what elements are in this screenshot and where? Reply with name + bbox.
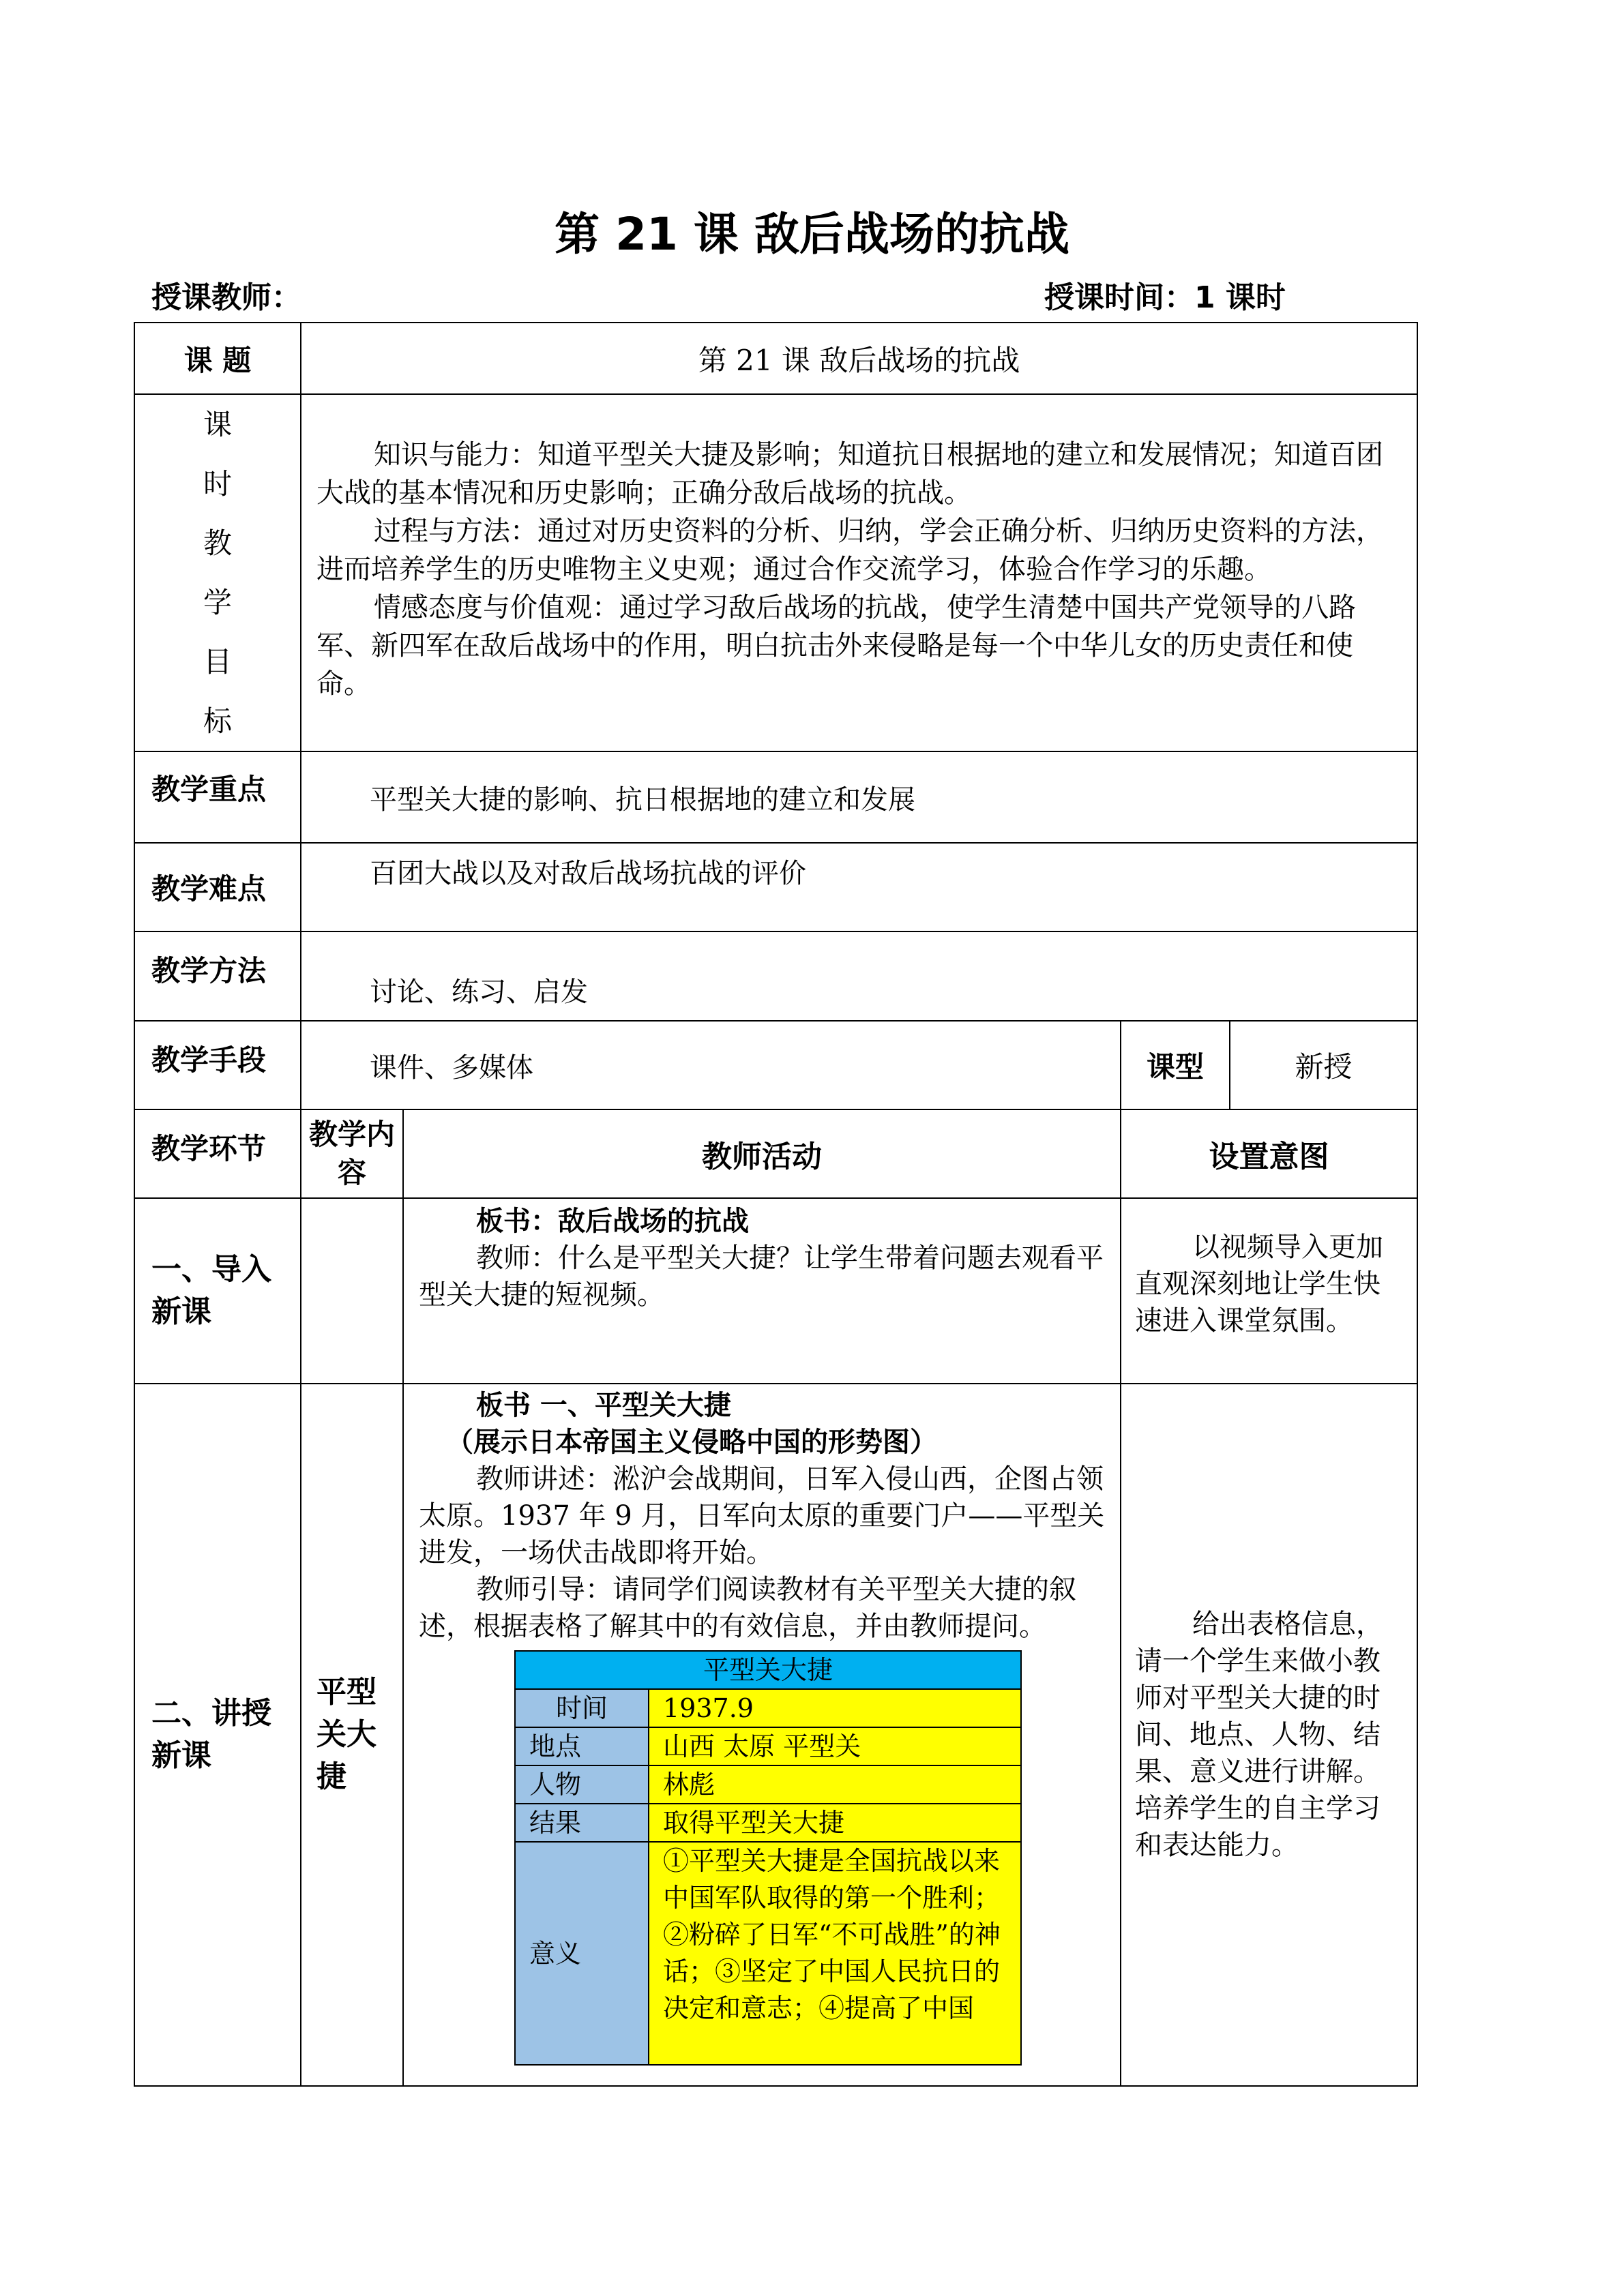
- info-key: 时间: [515, 1689, 649, 1727]
- activity-line: 教师：什么是平型关大捷？让学生带着问题去观看平型关大捷的短视频。: [419, 1242, 1104, 1311]
- objectives-content: [301, 394, 1417, 751]
- info-value: 1937.9: [649, 1689, 1021, 1727]
- section-intent: [1121, 1384, 1417, 2086]
- activity-line: （展示日本帝国主义侵略中国的形势图）: [446, 1426, 937, 1458]
- info-value: 林彪: [649, 1765, 1021, 1804]
- lesson-plan-table: [134, 322, 1418, 2087]
- lesson-type-label: 课型: [1121, 1021, 1230, 1109]
- key-points-value: 平型关大捷的影响、抗日根据地的建立和发展: [301, 751, 1417, 843]
- page-title: 第 21 课 敌后战场的抗战: [555, 208, 1069, 260]
- key-points-label: 教学重点: [134, 751, 301, 843]
- info-key: 地点: [515, 1727, 649, 1765]
- intent-text: 以视频导入更加直观深刻地让学生快速进入课堂氛围。: [1135, 1232, 1383, 1337]
- methods-row: [134, 931, 1417, 1021]
- section-stage: 二、讲授新课: [134, 1384, 301, 2086]
- section-stage: 一、导入新课: [134, 1198, 301, 1384]
- section-content: 平型关大捷: [301, 1384, 403, 2086]
- activity-line: 板书 一、平型关大捷: [476, 1389, 731, 1421]
- difficulties-row: [134, 843, 1417, 931]
- section-activity: [403, 1198, 1121, 1384]
- header-content: 教学内容: [301, 1109, 403, 1198]
- teacher-label: 授课教师：: [151, 280, 301, 315]
- info-key: 人物: [515, 1765, 649, 1804]
- objectives-row: [134, 394, 1417, 751]
- methods-value: 讨论、练习、启发: [301, 931, 1417, 1021]
- objective-emotion: 情感态度与价值观：通过学习敌后战场的抗战，使学生清楚中国共产党领导的八路军、新四军在敌后战场中的作用，明白抗击外来侵略是每一个中华儿女的历史责任和使命。: [316, 592, 1356, 700]
- activity-line: 板书：敌后战场的抗战: [476, 1205, 749, 1237]
- lesson-type-value: 新授: [1230, 1021, 1417, 1109]
- pingxingguan-info-table: [514, 1650, 1022, 2066]
- header-activity: 教师活动: [403, 1109, 1121, 1198]
- objective-process: 过程与方法：通过对历史资料的分析、归纳，学会正确分析、归纳历史资料的方法，进而培养学生的历史唯物主义史观；通过合作交流学习，体验合作学习的乐趣。: [316, 516, 1383, 585]
- info-value: 取得平型关大捷: [649, 1804, 1021, 1842]
- intent-text: 给出表格信息，请一个学生来做小教师对平型关大捷的时间、地点、人物、结果、意义进行讲解。培养学生的自主学习和表达能力。: [1135, 1609, 1383, 1861]
- section-row: [134, 1384, 1417, 2086]
- means-row: [134, 1021, 1417, 1109]
- topic-value: 第 21 课 敌后战场的抗战: [301, 323, 1417, 394]
- section-activity: [403, 1384, 1121, 2086]
- section-row: [134, 1198, 1417, 1384]
- section-content: [301, 1198, 403, 1384]
- topic-label: 课 题: [134, 323, 301, 394]
- means-label: 教学手段: [134, 1021, 301, 1109]
- objective-knowledge: 知识与能力：知道平型关大捷及影响；知道抗日根据地的建立和发展情况；知道百团大战的基本情况和历史影响；正确分敌后战场的抗战。: [316, 439, 1383, 509]
- activity-line: 教师讲述：淞沪会战期间，日军入侵山西，企图占领太原。1937 年 9 月，日军向太原的重要门户——平型关进发，一场伏击战即将开始。: [419, 1463, 1105, 1568]
- info-key: 意义: [515, 1842, 649, 2065]
- objectives-vertical-label: 课 时 教 学 目 标: [203, 408, 232, 738]
- time-label: 授课时间：1 课时: [1044, 280, 1286, 315]
- difficulties-value: 百团大战以及对敌后战场抗战的评价: [301, 843, 1417, 931]
- activity-line: 教师引导：请同学们阅读教材有关平型关大捷的叙述，根据表格了解其中的有效信息，并由教师提问。: [419, 1574, 1076, 1642]
- header-stage: 教学环节: [134, 1109, 301, 1198]
- topic-row: [134, 323, 1417, 394]
- difficulties-label: 教学难点: [134, 843, 301, 931]
- info-table-title: 平型关大捷: [515, 1651, 1021, 1689]
- section-intent: [1121, 1198, 1417, 1384]
- objectives-label: [134, 394, 301, 751]
- header-intent: 设置意图: [1121, 1109, 1417, 1198]
- info-value: ①平型关大捷是全国抗战以来中国军队取得的第一个胜利；②粉碎了日军“不可战胜”的神话；③坚定了中国人民抗日的决定和意志；④提高了中国: [649, 1842, 1021, 2065]
- info-value: 山西 太原 平型关: [649, 1727, 1021, 1765]
- methods-label: 教学方法: [134, 931, 301, 1021]
- key-points-row: [134, 751, 1417, 843]
- info-key: 结果: [515, 1804, 649, 1842]
- process-header-row: [134, 1109, 1417, 1198]
- means-value: 课件、多媒体: [301, 1021, 1121, 1109]
